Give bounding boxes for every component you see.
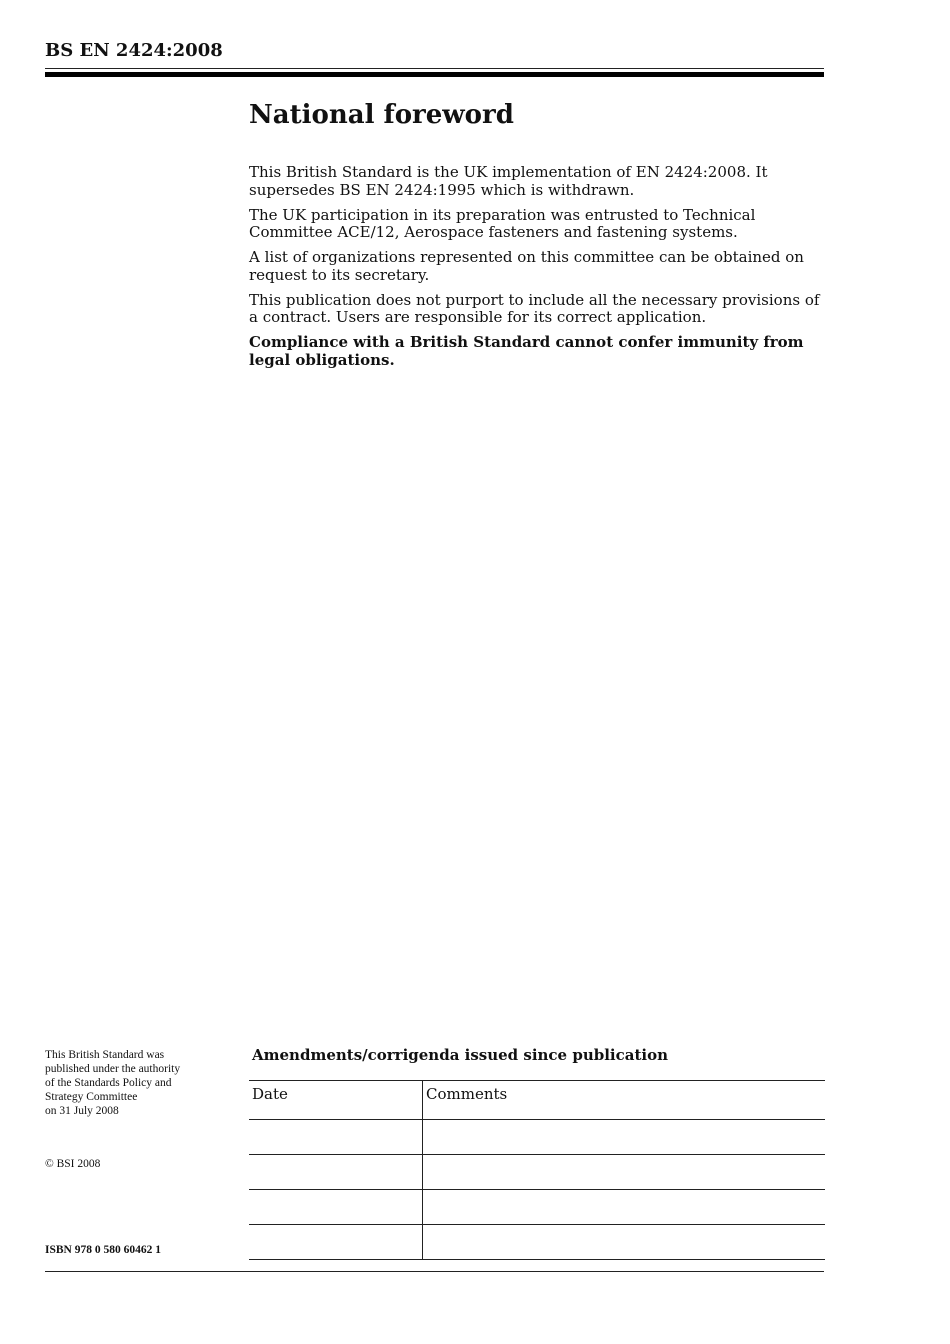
column-header-date: Date xyxy=(249,1081,423,1120)
publication-note-line: This British Standard was xyxy=(45,1049,165,1061)
table-cell xyxy=(423,1190,826,1225)
publication-note-line: Strategy Committee xyxy=(45,1091,138,1103)
publication-note-line: published under the authority xyxy=(45,1063,181,1075)
paragraph: This publication does not purport to include all the necessary provisions of a contract. Users are responsible for its correct application. xyxy=(249,290,820,326)
paragraph: A list of organizations represented on this committee can be obtained on request to its secretary. xyxy=(249,248,804,284)
table-row xyxy=(249,1155,825,1190)
amendments-table xyxy=(249,1080,825,1260)
table-cell xyxy=(249,1190,423,1225)
table-row xyxy=(249,1120,825,1155)
publication-note-line: of the Standards Policy and xyxy=(45,1077,172,1089)
page-title: National foreword xyxy=(249,100,514,130)
amendments-title: Amendments/corrigenda issued since publication xyxy=(252,1046,668,1064)
table-row xyxy=(249,1190,825,1225)
table-row xyxy=(249,1225,825,1260)
column-header-comments: Comments xyxy=(423,1081,826,1120)
foreword-body xyxy=(249,164,829,377)
header-rule-thin xyxy=(45,68,824,69)
paragraph: This British Standard is the UK implementation of EN 2424:2008. It supersedes BS EN 2424:1995 which is withdrawn. xyxy=(249,163,768,199)
table-cell xyxy=(249,1225,423,1260)
table-cell xyxy=(249,1120,423,1155)
header-rule-thick xyxy=(45,72,824,77)
isbn-number: ISBN 978 0 580 60462 1 xyxy=(45,1244,161,1256)
footer-rule xyxy=(45,1271,824,1272)
table-header-row xyxy=(249,1081,825,1120)
copyright-notice: © BSI 2008 xyxy=(45,1158,101,1170)
publication-note-line: on 31 July 2008 xyxy=(45,1105,119,1117)
publication-note xyxy=(45,1048,235,1118)
paragraph: The UK participation in its preparation was entrusted to Technical Committee ACE/12, Aerospace fasteners and fastening systems. xyxy=(249,205,756,241)
document-id: BS EN 2424:2008 xyxy=(45,40,223,61)
table-cell xyxy=(423,1120,826,1155)
compliance-statement: Compliance with a British Standard cannot confer immunity from legal obligations. xyxy=(249,333,804,369)
table-cell xyxy=(423,1155,826,1190)
table-cell xyxy=(423,1225,826,1260)
table-cell xyxy=(249,1155,423,1190)
